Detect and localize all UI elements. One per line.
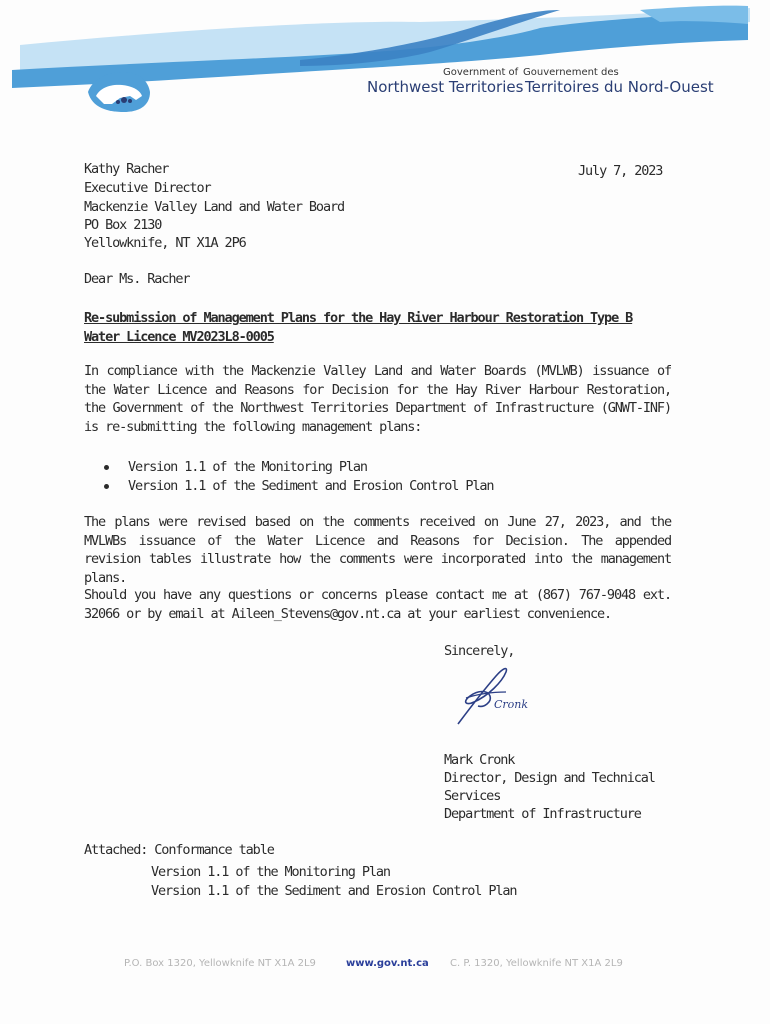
recipient-city: Yellowknife, NT X1A 2P6 — [84, 235, 246, 251]
closing: Sincerely, — [444, 643, 515, 659]
footer-address-en: P.O. Box 1320, Yellowknife NT X1A 2L9 — [124, 958, 316, 969]
letterhead-banner — [0, 0, 770, 130]
subject-line-1: Re-submission of Management Plans for the Hay River Harbour Restoration Type B — [84, 310, 633, 326]
signatory-title-1: Director, Design and Technical — [444, 770, 655, 786]
footer-address-fr: C. P. 1320, Yellowknife NT X1A 2L9 — [450, 958, 623, 969]
attachments-label: Attached: Conformance table — [84, 842, 274, 858]
recipient-organization: Mackenzie Valley Land and Water Board — [84, 199, 345, 215]
footer-website-link[interactable]: www.gov.nt.ca — [346, 958, 429, 969]
gov-fr-small-label: Gouvernement des — [523, 67, 619, 78]
letter-date: July 7, 2023 — [578, 163, 663, 179]
attachment-item: Version 1.1 of the Sediment and Erosion Control Plan — [151, 883, 517, 899]
body-paragraph-2: The plans were revised based on the comments received on June 27, 2023, and the MVLWBs issuance of the Water Licence and Reasons for Decision. The appended revision tables illustrate how the comments were incorporated into the management plans. — [84, 514, 671, 586]
gov-en-small-label: Government of — [443, 67, 519, 78]
plan-list — [104, 458, 493, 496]
list-item: Version 1.1 of the Sediment and Erosion Control Plan — [104, 477, 493, 496]
signatory-department: Department of Infrastructure — [444, 806, 641, 822]
recipient-name: Kathy Racher — [84, 161, 169, 177]
subject-line — [84, 309, 664, 346]
recipient-title: Executive Director — [84, 180, 211, 196]
body-paragraph-1: In compliance with the Mackenzie Valley Land and Water Boards (MVLWB) issuance of the Water Licence and Reasons for Decision for the Hay River Harbour Restoration, the Government of the Northwest Territories Department of Infrastructure (GNWT-INF) is re-submitting the following management plans: — [84, 363, 671, 435]
bullet-icon — [104, 465, 109, 470]
recipient-po-box: PO Box 2130 — [84, 217, 162, 233]
bullet-icon — [104, 484, 109, 489]
signature-text: Cronk — [494, 698, 529, 711]
signature-image — [448, 662, 538, 728]
list-item: Version 1.1 of the Monitoring Plan — [104, 458, 493, 477]
attachment-item: Version 1.1 of the Monitoring Plan — [151, 864, 390, 880]
gov-en-title: Northwest Territories — [367, 78, 524, 96]
gov-fr-title: Territoires du Nord-Ouest — [525, 78, 714, 96]
signatory-name: Mark Cronk — [444, 752, 515, 768]
signatory-title-2: Services — [444, 788, 501, 804]
salutation: Dear Ms. Racher — [84, 271, 190, 287]
body-paragraph-3: Should you have any questions or concerns please contact me at (867) 767-9048 ext. 32066 or by email at Aileen_Stevens@gov.nt.ca at your earliest convenience. — [84, 587, 671, 622]
subject-line-2: Water Licence MV2023L8-0005 — [84, 328, 274, 345]
